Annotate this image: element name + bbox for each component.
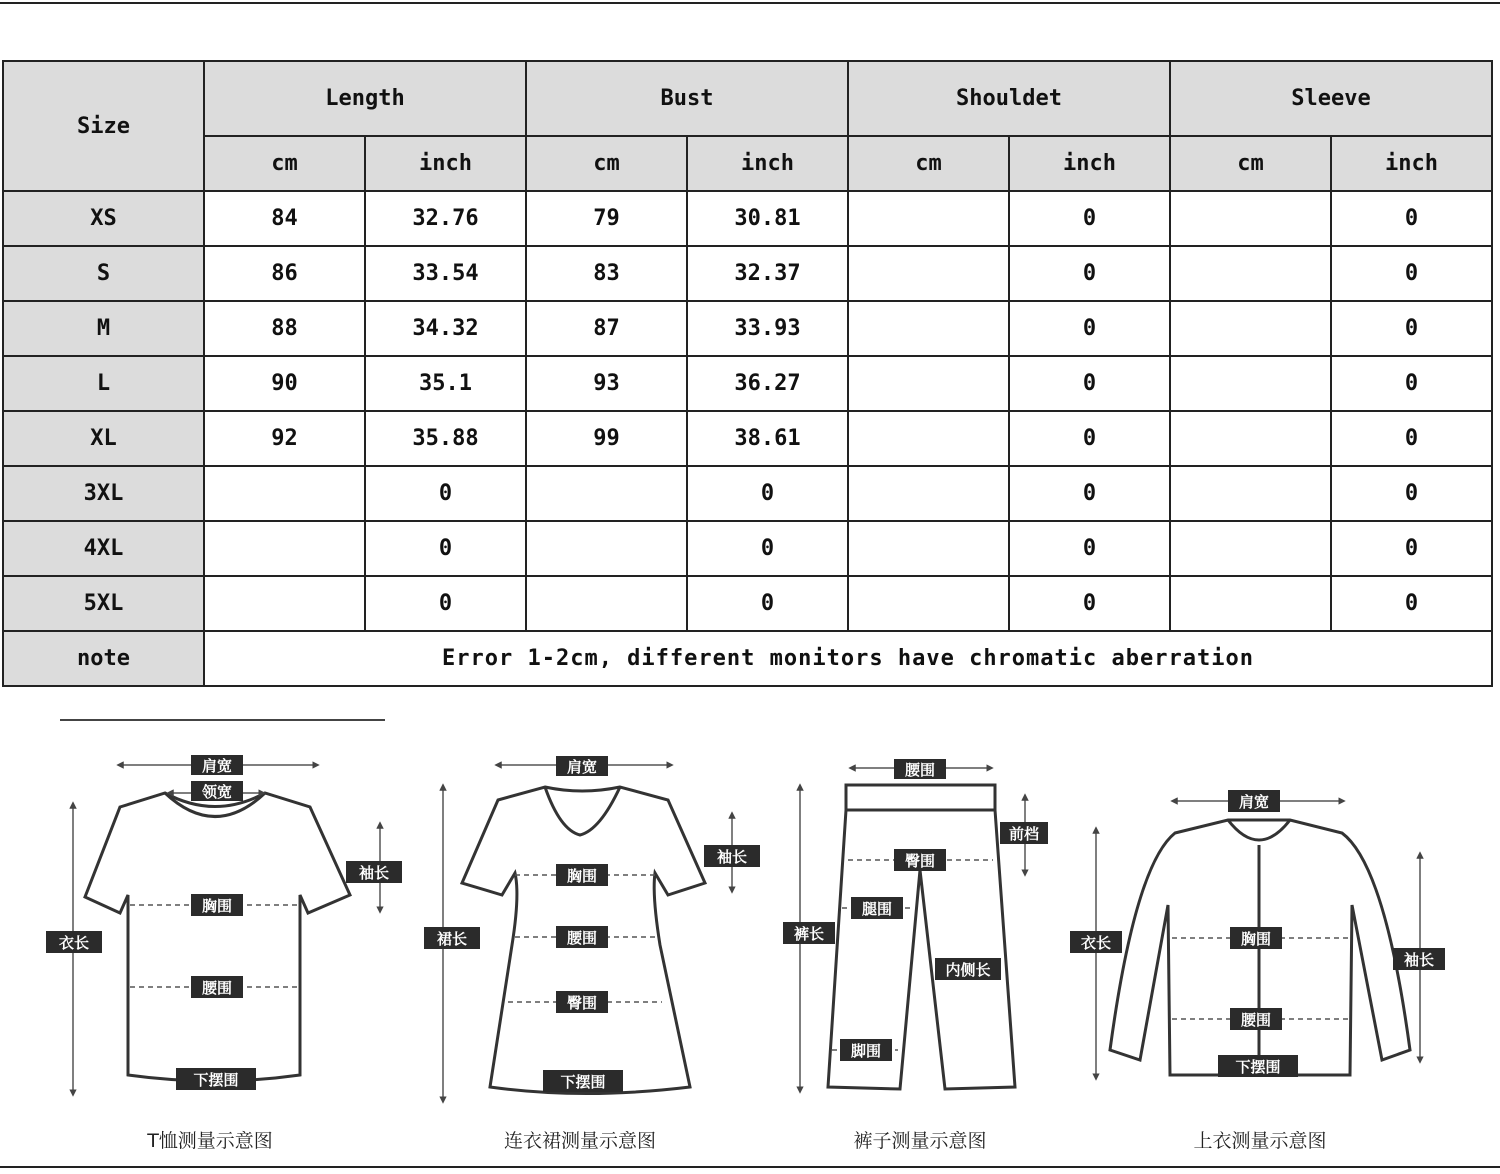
table-cell: [848, 576, 1009, 631]
length-header: Length: [204, 61, 526, 136]
table-row: [3, 521, 1492, 576]
tshirt-hem-label: 下摆围: [193, 1071, 239, 1089]
table-row: [3, 356, 1492, 411]
size-label: XS: [3, 191, 204, 246]
unit-inch: inch: [687, 136, 848, 191]
top-rule: [0, 2, 1500, 4]
table-cell: [1170, 246, 1331, 301]
shirt-caption: 上衣测量示意图: [1193, 1130, 1327, 1152]
table-cell: 30.81: [687, 191, 848, 246]
dress-sleeve-label: 袖长: [716, 848, 748, 866]
dress-caption: 连衣裙测量示意图: [503, 1130, 656, 1152]
table-cell: 0: [1009, 191, 1170, 246]
table-cell: [848, 191, 1009, 246]
table-cell: 0: [687, 466, 848, 521]
table-cell: 0: [1009, 576, 1170, 631]
table-cell: 90: [204, 356, 365, 411]
table-cell: [1170, 191, 1331, 246]
shoulder-header: Shouldet: [848, 61, 1170, 136]
shirt-shoulder-label: 肩宽: [1238, 793, 1270, 811]
table-cell: 0: [365, 466, 526, 521]
table-cell: [848, 521, 1009, 576]
table-cell: 86: [204, 246, 365, 301]
table-cell: 0: [1331, 576, 1492, 631]
table-cell: 36.27: [687, 356, 848, 411]
table-cell: 0: [1009, 301, 1170, 356]
table-cell: [848, 301, 1009, 356]
table-cell: 0: [365, 576, 526, 631]
table-cell: [848, 466, 1009, 521]
table-cell: 32.76: [365, 191, 526, 246]
bust-header: Bust: [526, 61, 848, 136]
table-cell: 0: [1009, 466, 1170, 521]
size-label: S: [3, 246, 204, 301]
table-cell: [204, 576, 365, 631]
table-cell: 88: [204, 301, 365, 356]
tshirt-diagram: [85, 793, 350, 1081]
table-cell: 84: [204, 191, 365, 246]
table-cell: 92: [204, 411, 365, 466]
table-cell: [1170, 521, 1331, 576]
table-cell: [1170, 301, 1331, 356]
table-cell: [848, 411, 1009, 466]
tshirt-waist-label: 腰围: [201, 979, 233, 997]
size-label: L: [3, 356, 204, 411]
note-text: Error 1-2cm, different monitors have chromatic aberration: [204, 631, 1492, 686]
table-cell: 0: [365, 521, 526, 576]
table-cell: 93: [526, 356, 687, 411]
table-cell: 35.88: [365, 411, 526, 466]
shirt-length-label: 衣长: [1080, 934, 1112, 952]
unit-cm: cm: [1170, 136, 1331, 191]
table-cell: 0: [1331, 411, 1492, 466]
pants-length-label: 裤长: [793, 925, 825, 943]
table-cell: [1170, 411, 1331, 466]
dress-waist-label: 腰围: [566, 929, 598, 947]
shirt-chest-label: 胸围: [1240, 930, 1272, 948]
unit-inch: inch: [1331, 136, 1492, 191]
table-cell: [1170, 356, 1331, 411]
unit-cm: cm: [848, 136, 1009, 191]
size-label: 5XL: [3, 576, 204, 631]
pants-waist-label: 腰围: [904, 761, 936, 779]
pants-rise-label: 前档: [1008, 825, 1040, 843]
table-cell: 33.93: [687, 301, 848, 356]
size-label: 4XL: [3, 521, 204, 576]
table-cell: 34.32: [365, 301, 526, 356]
note-label: note: [3, 631, 204, 686]
table-cell: 0: [1331, 466, 1492, 521]
table-row: [3, 576, 1492, 631]
shirt-hem-label: 下摆围: [1235, 1058, 1281, 1076]
table-cell: 0: [1331, 191, 1492, 246]
table-cell: 33.54: [365, 246, 526, 301]
table-cell: [1170, 576, 1331, 631]
pants-thigh-label: 腿围: [861, 900, 893, 918]
size-chart-table: [2, 60, 1493, 687]
dress-shoulder-label: 肩宽: [566, 758, 598, 776]
table-cell: 87: [526, 301, 687, 356]
unit-inch: inch: [365, 136, 526, 191]
table-cell: 99: [526, 411, 687, 466]
shirt-waist-label: 腰围: [1240, 1011, 1272, 1029]
size-label: M: [3, 301, 204, 356]
table-row: [3, 246, 1492, 301]
table-row: [3, 191, 1492, 246]
table-cell: [848, 246, 1009, 301]
table-cell: 0: [1331, 521, 1492, 576]
table-cell: 32.37: [687, 246, 848, 301]
unit-cm: cm: [526, 136, 687, 191]
pants-inseam-label: 内侧长: [945, 961, 991, 979]
unit-cm: cm: [204, 136, 365, 191]
table-cell: [1170, 466, 1331, 521]
tshirt-shoulder-label: 肩宽: [201, 757, 233, 775]
size-header: Size: [3, 61, 204, 191]
table-cell: 0: [1331, 246, 1492, 301]
pants-ankle-label: 脚围: [850, 1042, 882, 1060]
tshirt-sleeve-label: 袖长: [358, 864, 390, 882]
table-cell: [526, 576, 687, 631]
unit-inch: inch: [1009, 136, 1170, 191]
table-cell: 79: [526, 191, 687, 246]
dress-chest-label: 胸围: [566, 867, 598, 885]
table-cell: 0: [1009, 411, 1170, 466]
tshirt-neck-label: 领宽: [201, 783, 233, 801]
table-cell: [848, 356, 1009, 411]
table-cell: 35.1: [365, 356, 526, 411]
table-cell: 0: [687, 576, 848, 631]
tshirt-length-label: 衣长: [58, 934, 90, 952]
table-cell: 0: [687, 521, 848, 576]
table-cell: [526, 466, 687, 521]
table-row: [3, 301, 1492, 356]
pants-caption: 裤子测量示意图: [853, 1130, 987, 1152]
table-row: [3, 411, 1492, 466]
dress-skirt-label: 裙长: [436, 930, 468, 948]
table-cell: 0: [1331, 356, 1492, 411]
shirt-sleeve-label: 袖长: [1403, 951, 1435, 969]
dress-hip-label: 臀围: [566, 994, 598, 1012]
pants-hip-label: 臀围: [904, 852, 936, 870]
table-cell: [204, 521, 365, 576]
tshirt-caption: T恤测量示意图: [147, 1130, 273, 1152]
table-row: [3, 466, 1492, 521]
table-cell: [204, 466, 365, 521]
dress-hem-label: 下摆围: [560, 1073, 606, 1091]
size-label: 3XL: [3, 466, 204, 521]
sleeve-header: Sleeve: [1170, 61, 1492, 136]
size-label: XL: [3, 411, 204, 466]
table-cell: 83: [526, 246, 687, 301]
bottom-rule: [0, 1166, 1500, 1168]
table-cell: 0: [1009, 521, 1170, 576]
table-cell: 38.61: [687, 411, 848, 466]
table-cell: 0: [1009, 246, 1170, 301]
tshirt-chest-label: 胸围: [201, 897, 233, 915]
table-cell: [526, 521, 687, 576]
table-cell: 0: [1331, 301, 1492, 356]
table-cell: 0: [1009, 356, 1170, 411]
measurement-diagrams: [0, 715, 1500, 1165]
